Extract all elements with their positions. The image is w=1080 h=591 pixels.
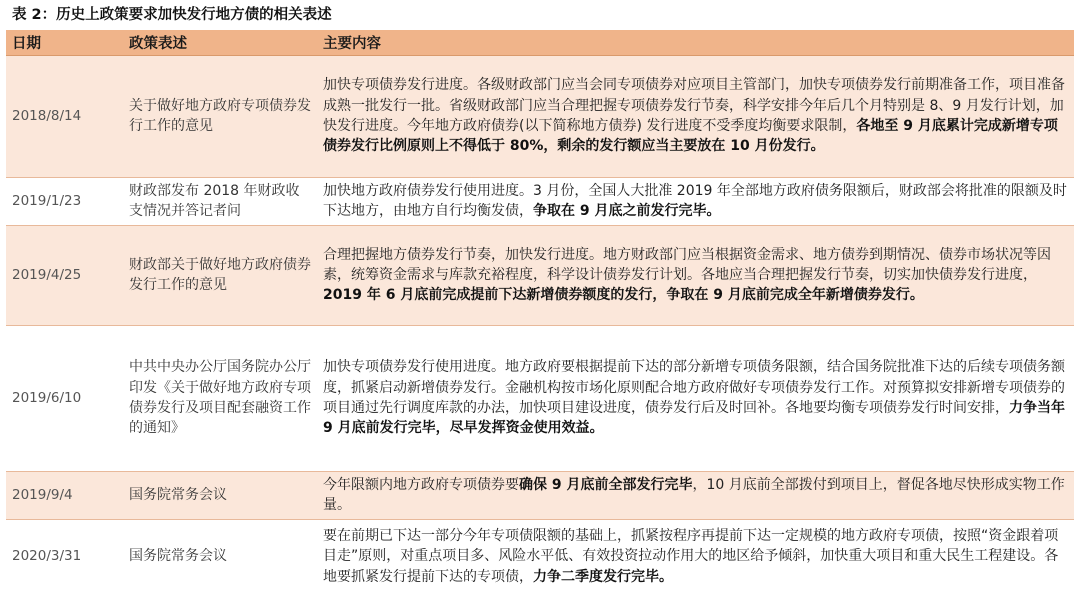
policy-table [6,30,1074,591]
content-emphasis: 争取在 9 月底之前发行完毕。 [533,203,721,219]
content-text: 加快地方政府债券发行使用进度。3 月份，全国人大批准 2019 年全部地方政府债务限额后，财政部会将批准的限额及时下达地方，由地方自行均衡发债， [323,182,1067,219]
table-row [6,177,1074,225]
content-emphasis: 各地至 9 月底累计完成新增专项债券发行比例原则上不得低于 80%，剩余的发行额应当主要放在 10 月份发行。 [323,118,1058,155]
table-caption: 表 2：历史上政策要求加快发行地方债的相关表述 [12,7,332,23]
row-policy: 财政部关于做好地方政府债券发行工作的意见 [123,225,317,325]
table-row [6,325,1074,471]
table-row [6,225,1074,325]
table-body [6,55,1074,591]
row-content [317,177,1074,225]
header-policy: 政策表述 [123,30,317,55]
row-policy: 国务院常务会议 [123,519,317,591]
content-emphasis: 力争二季度发行完毕。 [533,568,673,585]
table-row [6,519,1074,591]
header-content: 主要内容 [317,30,1074,55]
row-content [317,519,1074,591]
row-date: 2020/3/31 [6,519,123,591]
row-policy: 关于做好地方政府专项债券发行工作的意见 [123,55,317,177]
content-text: 今年限额内地方政府专项债券要 [323,476,519,493]
content-emphasis: 2019 年 6 月底前完成提前下达新增债券额度的发行，争取在 9 月底前完成全年新增债券发行。 [323,287,924,304]
row-date: 2019/4/25 [6,225,123,325]
row-date: 2018/8/14 [6,55,123,177]
content-text: 要在前期已下达一部分今年专项债限额的基础上，抓紧按程序再提前下达一定规模的地方政府专项债，按照“资金跟着项目走”原则，对重点项目多、风险水平低、有效投资拉动作用大的地区给予倾斜，加快重大项目和重大民生工程建设。各地要抓紧发行提前下达的专项债， [323,528,1059,585]
content-text: 加快专项债券发行进度。各级财政部门应当会同专项债券对应项目主管部门，加快专项债券发行前期准备工作，项目准备成熟一批发行一批。省级财政部门应当合理把握专项债券发行节奏，科学安排今年后几个月特别是 8、9 月发行计划，加快发行进度。今年地方政府债券(以下简称地方债券) 发行进度不受季度均衡要求限制， [323,77,1065,134]
row-date: 2019/1/23 [6,177,123,225]
row-content [317,471,1074,519]
row-policy: 中共中央办公厅国务院办公厅印发《关于做好地方政府专项债券发行及项目配套融资工作的通知》 [123,325,317,471]
content-text: 加快专项债券发行使用进度。地方政府要根据提前下达的部分新增专项债务限额，结合国务院批准下达的后续专项债务额度，抓紧启动新增债券发行。金融机构按市场化原则配合地方政府做好专项债券发行工作。对预算拟安排新增专项债券的项目通过先行调度库款的办法，加快项目建设进度，债券发行后及时回补。各地要均衡专项债券发行时间安排， [323,359,1065,416]
content-emphasis: 力争当年 9 月底前发行完毕，尽早发挥资金使用效益。 [323,400,1065,437]
row-policy: 财政部发布 2018 年财政收支情况并答记者问 [123,177,317,225]
content-text: 合理把握地方债券发行节奏，加快发行进度。地方财政部门应当根据资金需求、地方债券到期情况、债券市场状况等因素，统筹资金需求与库款充裕程度，科学设计债券发行计划。各地应当合理把握发行节奏，切实加快债券发行进度， [323,246,1051,283]
content-text: ，10 月底前全部拨付到项目上，督促各地尽快形成实物工作量。 [323,476,1065,513]
row-content [317,55,1074,177]
row-content [317,325,1074,471]
row-date: 2019/6/10 [6,325,123,471]
table-row [6,55,1074,177]
row-policy: 国务院常务会议 [123,471,317,519]
table-row [6,471,1074,519]
table-header-row [6,30,1074,55]
header-date: 日期 [6,30,123,55]
content-emphasis: 确保 9 月底前全部发行完毕 [519,476,693,493]
row-content [317,225,1074,325]
row-date: 2019/9/4 [6,471,123,519]
